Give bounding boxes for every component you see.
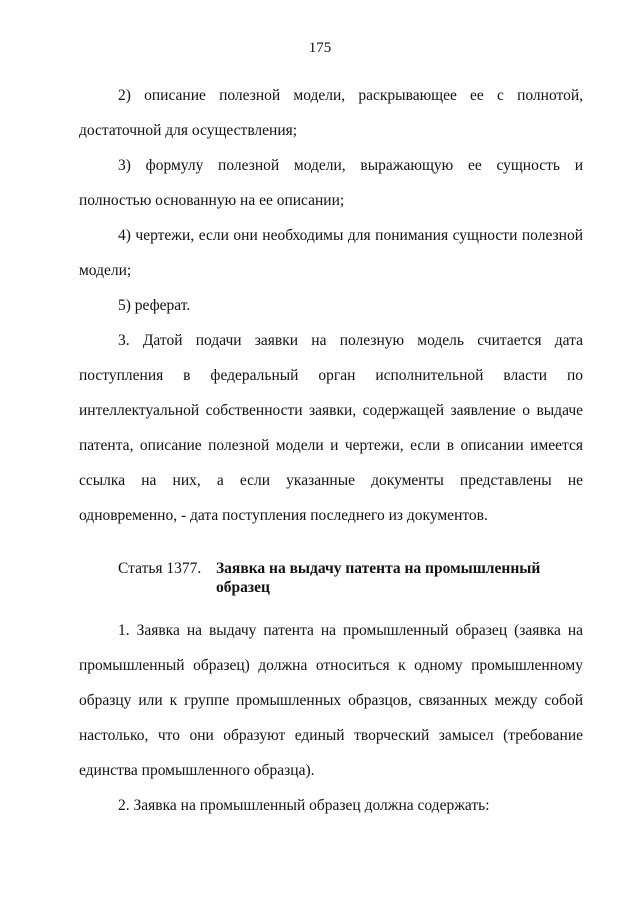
article-number: Статья 1377. <box>118 560 202 577</box>
article-heading <box>79 559 583 597</box>
article-title: Заявка на выдачу патента на промышленный образец <box>216 560 541 596</box>
paragraph-filing-date: 3. Датой подачи заявки на полезную модель считается дата поступления в федеральный орган исполнительной власти по интеллектуальной собственности заявки, содержащей заявление о выдаче патента, описание полезной модели и чертежи, если в описании имеется ссылка на них, а если указанные документы представлены не одновременно, - дата поступления последнего из документов. <box>79 332 583 524</box>
paragraph-drawings: 4) чертежи, если они необходимы для понимания сущности полезной модели; <box>79 227 583 279</box>
page-number: 175 <box>308 40 332 56</box>
paragraph-application-contents: 2. Заявка на промышленный образец должна содержать: <box>118 797 490 814</box>
paragraph-description: 2) описание полезной модели, раскрывающее ее с полнотой, достаточной для осуществления; <box>79 87 583 139</box>
paragraph-formula: 3) формулу полезной модели, выражающую ее сущность и полностью основанную на ее описании; <box>79 157 583 209</box>
document-body <box>79 78 583 823</box>
paragraph-abstract: 5) реферат. <box>118 297 191 314</box>
paragraph-application-unity: 1. Заявка на выдачу патента на промышленный образец (заявка на промышленный образец) должна относиться к одному промышленному образцу или к группе промышленных образцов, связанных между собой настолько, что они образуют единый творческий замысел (требование единства промышленного образца). <box>79 622 583 779</box>
